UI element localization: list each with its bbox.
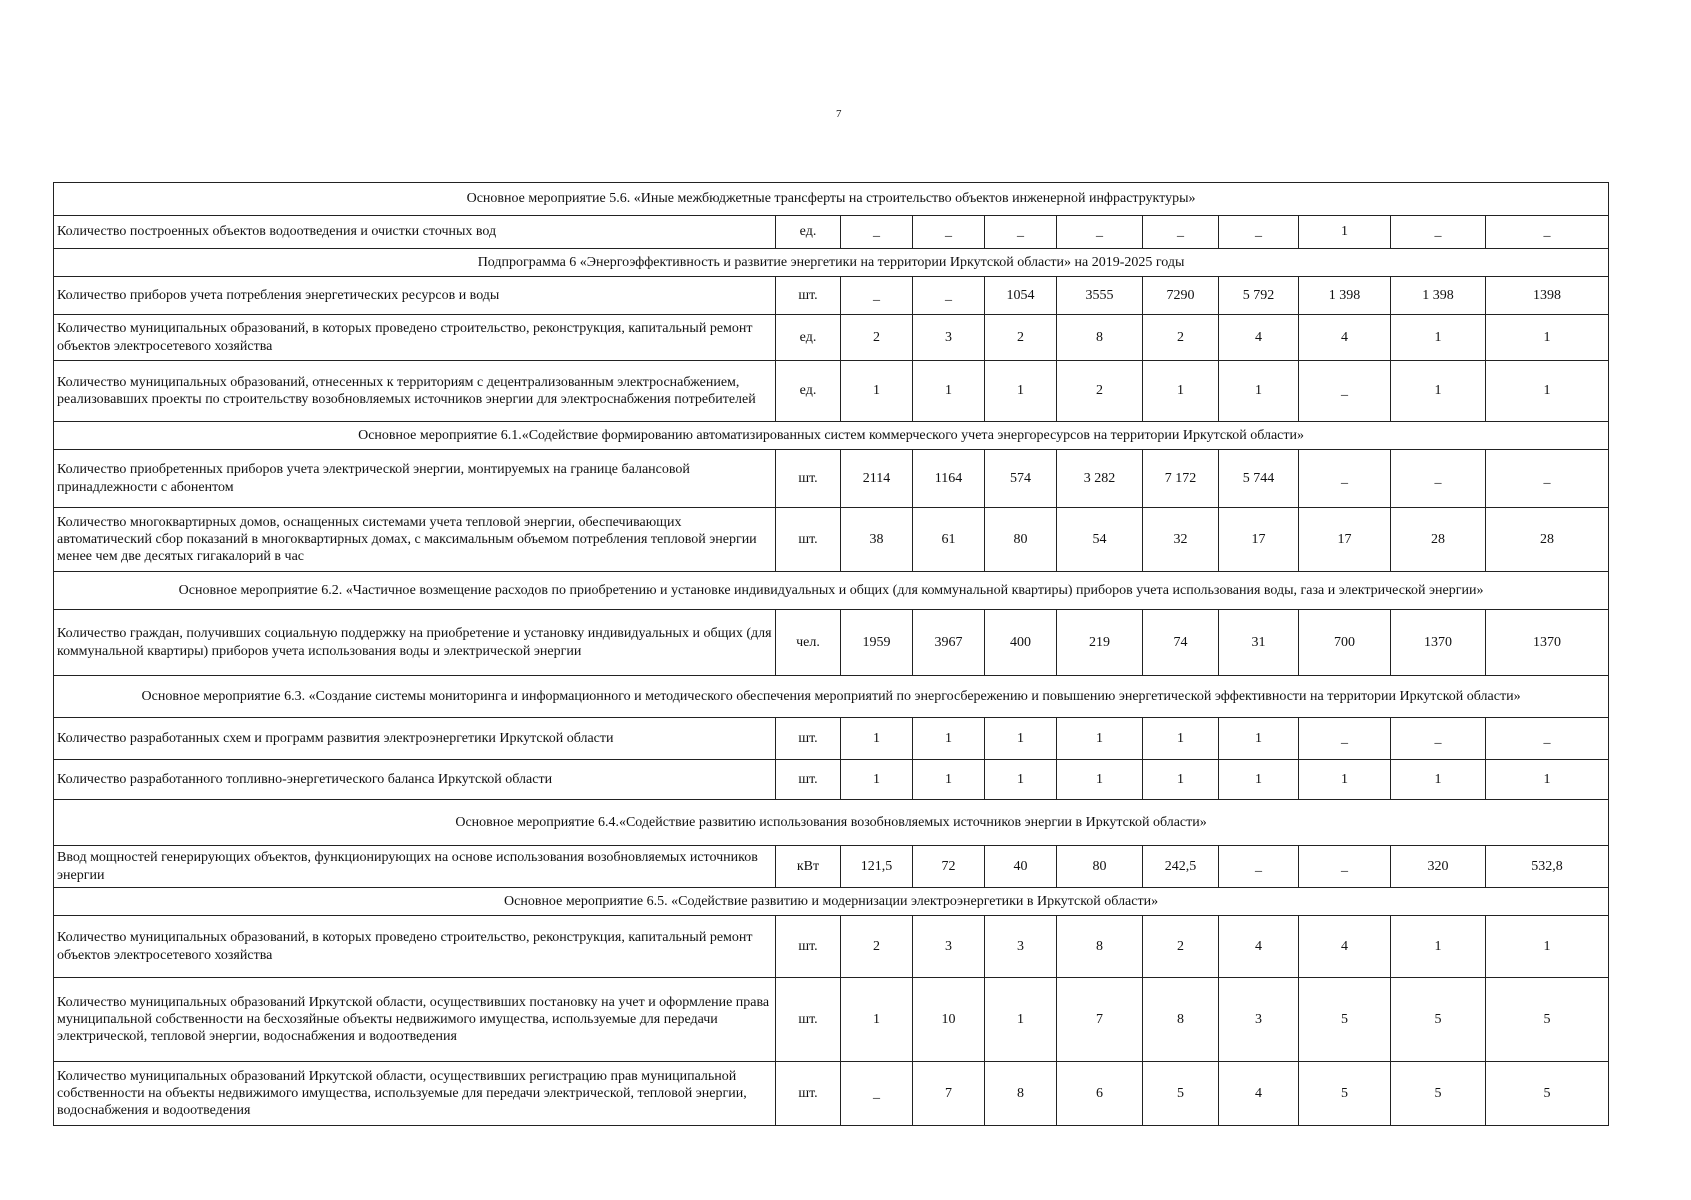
page-number: 7 xyxy=(836,108,842,120)
indicator-name: Количество муниципальных образований Иркутской области, осуществивших регистрацию прав муниципальной собственности на объекты недвижимого имущества, используемые для передачи электрической, тепловой энергии, водоснабжения и водоотведения xyxy=(54,1062,776,1126)
indicator-value: 1 xyxy=(1391,315,1486,361)
indicator-value: 1 xyxy=(1391,361,1486,422)
table-row xyxy=(54,760,1609,800)
section-title: Основное мероприятие 6.5. «Содействие развитию и модернизации электроэнергетики в Иркутской области» xyxy=(54,888,1609,916)
section-header-row xyxy=(54,183,1609,216)
indicator-value: 3 xyxy=(985,916,1057,978)
indicator-value: 1054 xyxy=(985,277,1057,315)
indicator-value: 1 xyxy=(1486,361,1609,422)
indicator-name: Количество разработанных схем и программ развития электроэнергетики Иркутской области xyxy=(54,718,776,760)
indicator-value: 5 xyxy=(1143,1062,1219,1126)
indicator-unit: шт. xyxy=(776,760,841,800)
indicator-value: 1 xyxy=(1143,361,1219,422)
indicator-name: Ввод мощностей генерирующих объектов, функционирующих на основе использования возобновляемых источников энергии xyxy=(54,846,776,888)
indicator-unit: чел. xyxy=(776,610,841,676)
indicator-value: 74 xyxy=(1143,610,1219,676)
indicator-value: 3 282 xyxy=(1057,450,1143,508)
indicator-value: _ xyxy=(1391,718,1486,760)
indicator-value: 28 xyxy=(1486,508,1609,572)
indicator-value: 574 xyxy=(985,450,1057,508)
indicator-value: 1370 xyxy=(1391,610,1486,676)
indicator-value: 1959 xyxy=(841,610,913,676)
indicator-value: 8 xyxy=(1143,978,1219,1062)
indicator-value: 1 xyxy=(841,978,913,1062)
indicator-name: Количество муниципальных образований, отнесенных к территориям с децентрализованным электроснабжением, реализовавших проекты по строительству возобновляемых источников энергии для электроснабжения потребителей xyxy=(54,361,776,422)
indicator-value: 2114 xyxy=(841,450,913,508)
indicator-unit: ед. xyxy=(776,216,841,249)
indicator-value: _ xyxy=(841,1062,913,1126)
indicator-value: 17 xyxy=(1219,508,1299,572)
indicator-value: 1 xyxy=(1299,216,1391,249)
indicator-value: 2 xyxy=(1143,916,1219,978)
indicator-value: 4 xyxy=(1219,916,1299,978)
indicator-value: 3967 xyxy=(913,610,985,676)
indicator-value: 219 xyxy=(1057,610,1143,676)
indicator-unit: шт. xyxy=(776,916,841,978)
table-row xyxy=(54,508,1609,572)
indicator-value: 2 xyxy=(841,916,913,978)
indicator-value: _ xyxy=(913,277,985,315)
indicator-value: 31 xyxy=(1219,610,1299,676)
indicator-value: 2 xyxy=(1057,361,1143,422)
indicator-value: 1 398 xyxy=(1299,277,1391,315)
indicator-value: 28 xyxy=(1391,508,1486,572)
indicator-value: 1 xyxy=(985,978,1057,1062)
indicator-name: Количество приобретенных приборов учета электрической энергии, монтируемых на границе балансовой принадлежности с абонентом xyxy=(54,450,776,508)
indicator-name: Количество разработанного топливно-энергетического баланса Иркутской области xyxy=(54,760,776,800)
indicator-value: _ xyxy=(1391,450,1486,508)
indicator-value: 5 744 xyxy=(1219,450,1299,508)
indicator-unit: шт. xyxy=(776,508,841,572)
indicator-value: 8 xyxy=(1057,315,1143,361)
indicator-value: 7 xyxy=(913,1062,985,1126)
indicator-value: 8 xyxy=(1057,916,1143,978)
indicator-value: 4 xyxy=(1219,1062,1299,1126)
indicator-value: 1 xyxy=(1391,916,1486,978)
indicator-value: 1 398 xyxy=(1391,277,1486,315)
table-row xyxy=(54,315,1609,361)
indicator-name: Количество муниципальных образований Иркутской области, осуществивших постановку на учет и оформление права муниципальной собственности на бесхозяйные объекты недвижимого имущества, используемые для передачи электрической, тепловой энергии, водоснабжения и водоотведения xyxy=(54,978,776,1062)
indicator-value: 2 xyxy=(841,315,913,361)
indicator-value: 4 xyxy=(1219,315,1299,361)
section-header-row xyxy=(54,422,1609,450)
table-row xyxy=(54,916,1609,978)
section-header-row xyxy=(54,572,1609,610)
indicator-value: _ xyxy=(841,216,913,249)
section-header-row xyxy=(54,249,1609,277)
section-title: Основное мероприятие 5.6. «Иные межбюджетные трансферты на строительство объектов инженерной инфраструктуры» xyxy=(54,183,1609,216)
table-row xyxy=(54,216,1609,249)
indicator-value: 3 xyxy=(913,315,985,361)
indicator-value: _ xyxy=(841,277,913,315)
section-header-row xyxy=(54,676,1609,718)
indicator-value: 1 xyxy=(913,361,985,422)
indicator-value: 80 xyxy=(985,508,1057,572)
indicator-name: Количество приборов учета потребления энергетических ресурсов и воды xyxy=(54,277,776,315)
indicator-value: 7290 xyxy=(1143,277,1219,315)
indicator-unit: ед. xyxy=(776,315,841,361)
indicator-value: 1 xyxy=(1219,718,1299,760)
indicator-value: 1 xyxy=(841,760,913,800)
indicator-value: 40 xyxy=(985,846,1057,888)
indicator-value: 54 xyxy=(1057,508,1143,572)
indicator-value: 1 xyxy=(841,718,913,760)
indicator-value: 5 xyxy=(1299,978,1391,1062)
indicator-value: 32 xyxy=(1143,508,1219,572)
indicator-value: 1 xyxy=(1486,315,1609,361)
section-title: Основное мероприятие 6.1.«Содействие формированию автоматизированных систем коммерческого учета энергоресурсов на территории Иркутской области» xyxy=(54,422,1609,450)
indicator-unit: ед. xyxy=(776,361,841,422)
section-title: Подпрограмма 6 «Энергоэффективность и развитие энергетики на территории Иркутской области» на 2019-2025 годы xyxy=(54,249,1609,277)
section-header-row xyxy=(54,800,1609,846)
indicator-value: 8 xyxy=(985,1062,1057,1126)
indicator-unit: шт. xyxy=(776,277,841,315)
indicator-value: 10 xyxy=(913,978,985,1062)
indicators-table xyxy=(53,182,1609,1126)
indicator-value: 17 xyxy=(1299,508,1391,572)
indicator-value: 2 xyxy=(1143,315,1219,361)
indicator-name: Количество построенных объектов водоотведения и очистки сточных вод xyxy=(54,216,776,249)
indicator-value: 1 xyxy=(1299,760,1391,800)
indicator-value: 1 xyxy=(1219,760,1299,800)
indicator-value: 72 xyxy=(913,846,985,888)
indicator-value: 6 xyxy=(1057,1062,1143,1126)
table-row xyxy=(54,978,1609,1062)
indicator-value: 38 xyxy=(841,508,913,572)
indicator-value: _ xyxy=(1219,846,1299,888)
indicator-name: Количество граждан, получивших социальную поддержку на приобретение и установку индивидуальных и общих (для коммунальной квартиры) приборов учета использования воды и электрической энергии xyxy=(54,610,776,676)
indicator-value: _ xyxy=(1219,216,1299,249)
indicator-value: _ xyxy=(1057,216,1143,249)
indicator-unit: шт. xyxy=(776,718,841,760)
indicator-value: 4 xyxy=(1299,916,1391,978)
indicator-value: 1 xyxy=(1057,718,1143,760)
indicator-value: 1 xyxy=(1057,760,1143,800)
indicator-value: 242,5 xyxy=(1143,846,1219,888)
indicator-value: 5 792 xyxy=(1219,277,1299,315)
table-row xyxy=(54,846,1609,888)
indicator-value: _ xyxy=(1486,216,1609,249)
section-header-row xyxy=(54,888,1609,916)
indicator-value: _ xyxy=(1486,718,1609,760)
indicator-name: Количество муниципальных образований, в которых проведено строительство, реконструкция, капитальный ремонт объектов электросетевого хозяйства xyxy=(54,315,776,361)
indicator-value: 121,5 xyxy=(841,846,913,888)
indicator-value: 1 xyxy=(1486,760,1609,800)
indicator-value: 1 xyxy=(985,718,1057,760)
indicator-value: _ xyxy=(1486,450,1609,508)
indicator-value: 3 xyxy=(1219,978,1299,1062)
indicator-value: 5 xyxy=(1486,978,1609,1062)
table-row xyxy=(54,610,1609,676)
indicator-value: 1 xyxy=(1486,916,1609,978)
indicator-value: 1 xyxy=(1219,361,1299,422)
indicator-value: _ xyxy=(1391,216,1486,249)
indicator-value: _ xyxy=(1299,361,1391,422)
indicator-value: 5 xyxy=(1391,1062,1486,1126)
indicator-value: 532,8 xyxy=(1486,846,1609,888)
table-row xyxy=(54,361,1609,422)
section-title: Основное мероприятие 6.2. «Частичное возмещение расходов по приобретению и установке индивидуальных и общих (для коммунальной квартиры) приборов учета использования воды, газа и электрической энергии» xyxy=(54,572,1609,610)
indicator-value: 1398 xyxy=(1486,277,1609,315)
table-row xyxy=(54,1062,1609,1126)
indicator-name: Количество муниципальных образований, в которых проведено строительство, реконструкция, капитальный ремонт объектов электросетевого хозяйства xyxy=(54,916,776,978)
indicator-value: 1 xyxy=(985,760,1057,800)
indicator-value: 1 xyxy=(985,361,1057,422)
indicator-unit: шт. xyxy=(776,1062,841,1126)
indicator-unit: шт. xyxy=(776,978,841,1062)
indicator-value: 5 xyxy=(1391,978,1486,1062)
indicator-value: 1 xyxy=(913,760,985,800)
section-title: Основное мероприятие 6.3. «Создание системы мониторинга и информационного и методического обеспечения мероприятий по энергосбережению и повышению энергетической эффективности на территории Иркутской области» xyxy=(54,676,1609,718)
indicator-value: _ xyxy=(1299,450,1391,508)
indicator-value: _ xyxy=(1143,216,1219,249)
table-row xyxy=(54,277,1609,315)
indicator-value: 7 172 xyxy=(1143,450,1219,508)
indicator-value: 5 xyxy=(1299,1062,1391,1126)
indicator-unit: шт. xyxy=(776,450,841,508)
section-title: Основное мероприятие 6.4.«Содействие развитию использования возобновляемых источников энергии в Иркутской области» xyxy=(54,800,1609,846)
indicator-value: 1164 xyxy=(913,450,985,508)
indicator-value: 4 xyxy=(1299,315,1391,361)
indicator-value: _ xyxy=(1299,846,1391,888)
indicator-value: 7 xyxy=(1057,978,1143,1062)
indicator-value: 3555 xyxy=(1057,277,1143,315)
indicator-value: 700 xyxy=(1299,610,1391,676)
indicator-value: 1 xyxy=(1143,718,1219,760)
indicator-value: 2 xyxy=(985,315,1057,361)
indicator-value: 1 xyxy=(913,718,985,760)
indicator-value: 80 xyxy=(1057,846,1143,888)
indicator-value: 5 xyxy=(1486,1062,1609,1126)
indicator-value: 1 xyxy=(841,361,913,422)
indicator-value: _ xyxy=(913,216,985,249)
table-row xyxy=(54,718,1609,760)
indicator-value: _ xyxy=(985,216,1057,249)
indicator-value: 3 xyxy=(913,916,985,978)
table-row xyxy=(54,450,1609,508)
indicator-value: 400 xyxy=(985,610,1057,676)
indicator-value: 1 xyxy=(1391,760,1486,800)
indicator-name: Количество многоквартирных домов, оснащенных системами учета тепловой энергии, обеспечивающих автоматический сбор показаний в многоквартирных домах, с максимальным объемом потребления тепловой энергии менее чем две десятых гигакалорий в час xyxy=(54,508,776,572)
indicator-value: 1370 xyxy=(1486,610,1609,676)
indicator-value: 320 xyxy=(1391,846,1486,888)
indicator-value: 1 xyxy=(1143,760,1219,800)
indicator-value: 61 xyxy=(913,508,985,572)
indicator-value: _ xyxy=(1299,718,1391,760)
indicator-unit: кВт xyxy=(776,846,841,888)
